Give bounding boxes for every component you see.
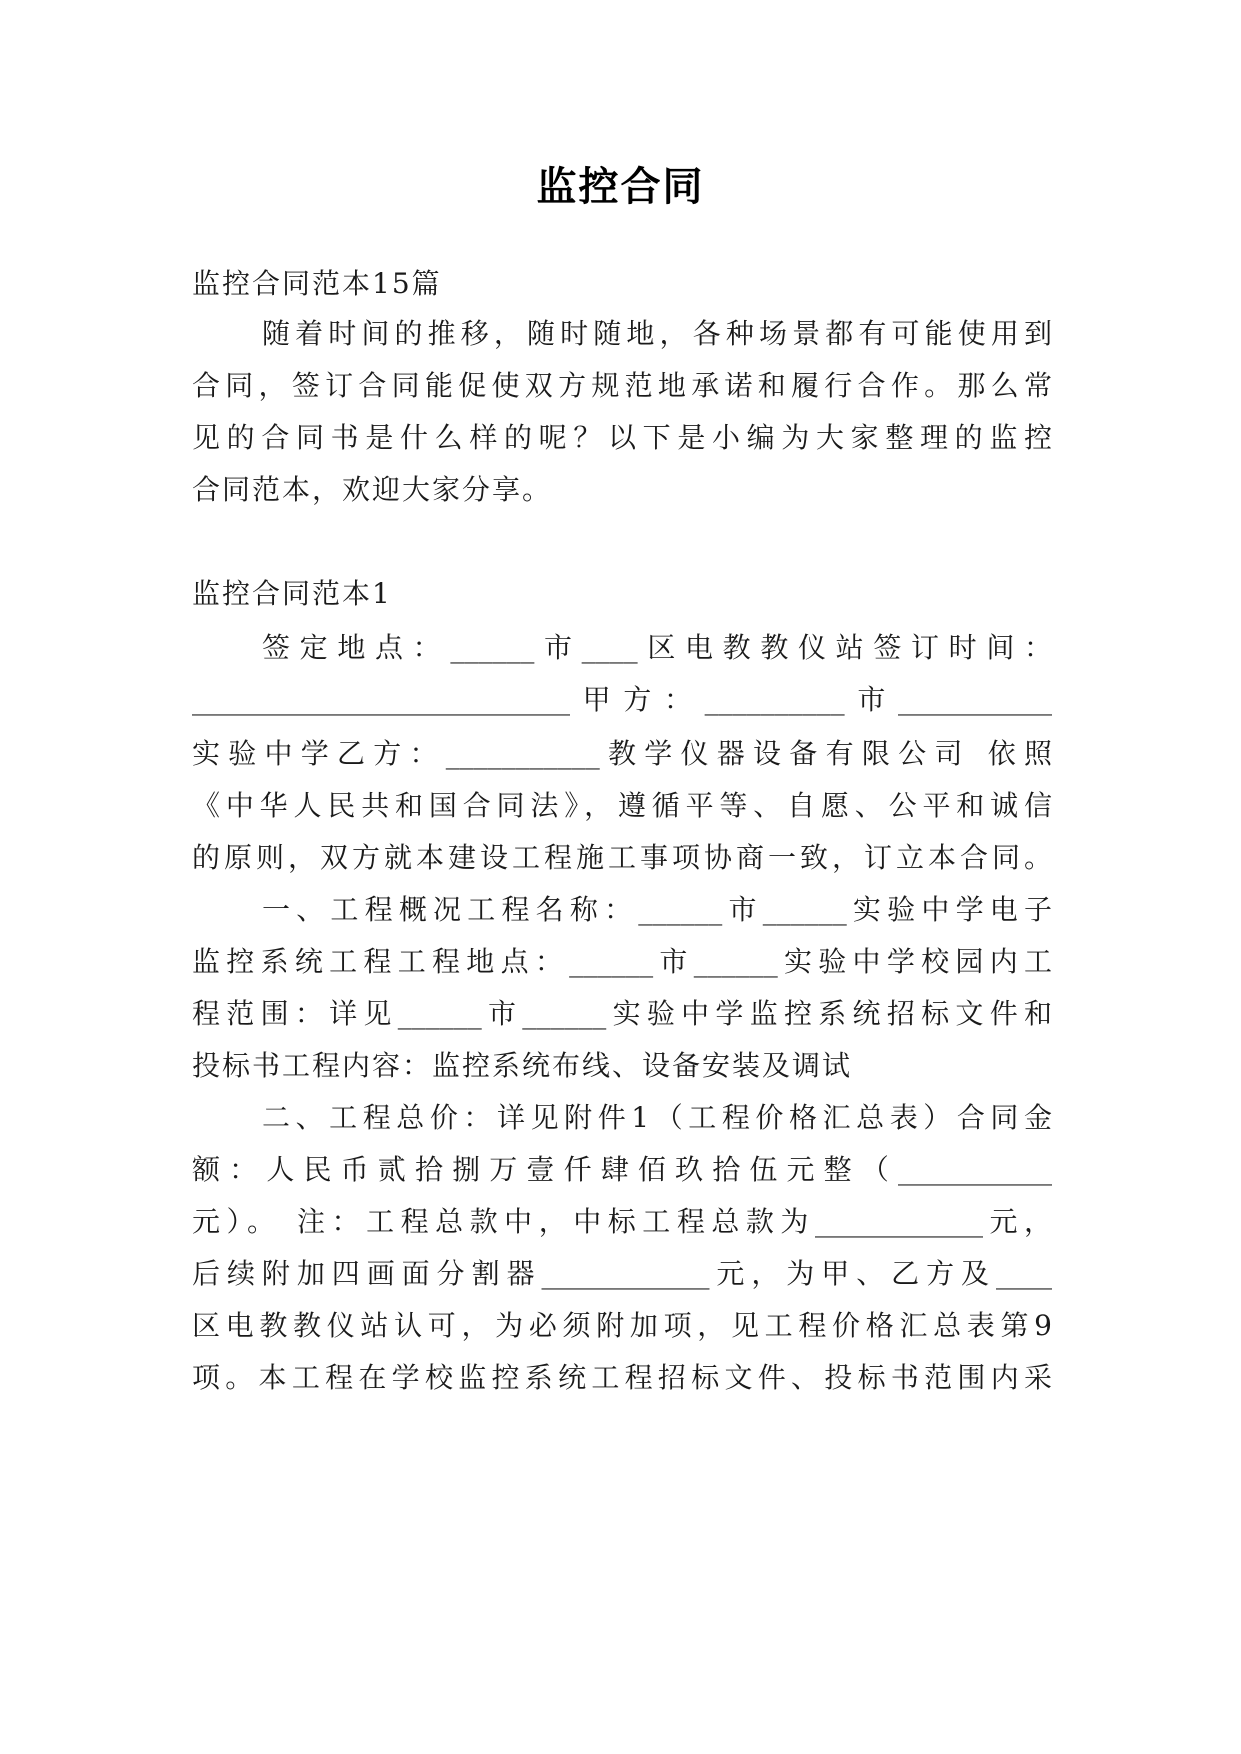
paragraph-line: 程范围：详见______市______实验中学监控系统招标文件和 [192, 997, 1052, 1030]
section-heading: 监控合同范本1 [192, 577, 392, 610]
paragraph-line: 《中华人民共和国合同法》，遵循平等、自愿、公平和诚信 [192, 789, 1052, 822]
paragraph-line: 投标书工程内容：监控系统布线、设备安装及调试 [192, 1049, 853, 1082]
paragraph-line: 的原则，双方就本建设工程施工事项协商一致，订立本合同。 [192, 841, 1052, 874]
document-title: 监控合同 [536, 163, 705, 210]
paragraph-line: 项。本工程在学校监控系统工程招标文件、投标书范围内采 [192, 1361, 1052, 1394]
paragraph-line: 后续附加四画面分割器____________元，为甲、乙方及____ [192, 1257, 1052, 1290]
paragraph-line: 随着时间的推移，随时随地，各种场景都有可能使用到 [262, 317, 1052, 350]
paragraph-line: ___________________________甲方：__________市___________ [192, 683, 1052, 716]
paragraph-line: 实验中学乙方：___________教学仪器设备有限公司 依照 [192, 737, 1052, 770]
paragraph-line: 一、工程概况工程名称：______市______实验中学电子 [262, 893, 1052, 926]
subtitle-line: 监控合同范本15篇 [192, 267, 442, 300]
paragraph-line: 监控系统工程工程地点：______市______实验中学校园内工 [192, 945, 1052, 978]
paragraph-line: 合同范本，欢迎大家分享。 [192, 473, 553, 506]
paragraph-line: 额：人民币贰拾捌万壹仟肆佰玖拾伍元整（___________ [192, 1153, 1052, 1186]
paragraph-line: 二、工程总价：详见附件1（工程价格汇总表）合同金 [262, 1101, 1052, 1134]
paragraph-line: 合同，签订合同能促使双方规范地承诺和履行合作。那么常 [192, 369, 1052, 402]
paragraph-line: 签定地点：______市____区电教教仪站签订时间： [262, 631, 1052, 664]
paragraph-line: 区电教教仪站认可，为必须附加项，见工程价格汇总表第9 [192, 1309, 1052, 1342]
paragraph-line: 元）。 注：工程总款中，中标工程总款为____________元， [192, 1205, 1052, 1238]
paragraph-line: 见的合同书是什么样的呢？以下是小编为大家整理的监控 [192, 421, 1052, 454]
